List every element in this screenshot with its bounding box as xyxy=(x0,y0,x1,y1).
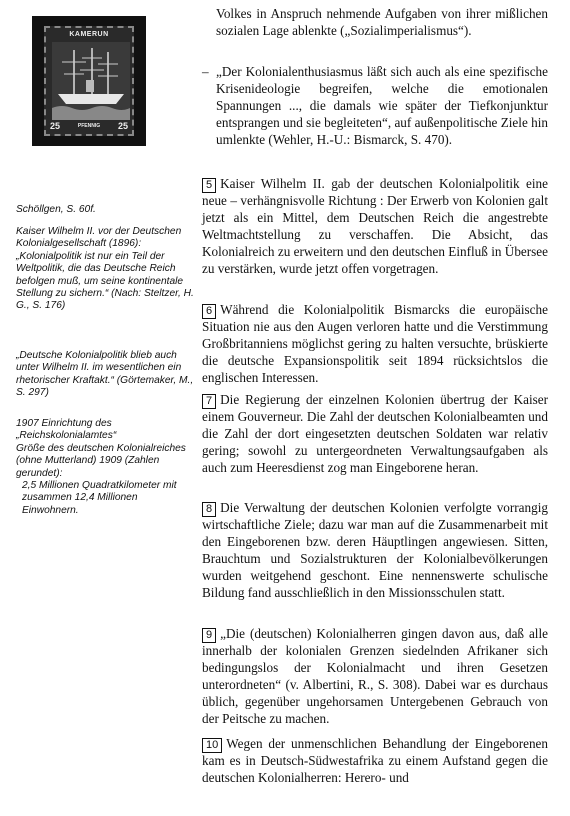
paragraph-text: Die Regierung der einzelnen Kolonien übertrug der Kaiser einem Gouverneur. Die Zahl der deutschen Kolonialbeamten und die Zahl der dort eingesetzten deutschen Soldaten war relativ gering; sowohl zu untergeordneten Verwaltungsaufgaben als auch zum Heeresdienst zog man Eingeborene heran. xyxy=(202,392,548,475)
stamp-frame xyxy=(44,26,134,136)
stamp-value-currency: PFENNIG xyxy=(77,123,101,129)
margin-note-text: „Deutsche Kolonialpolitik blieb auch unter Wilhelm II. im wesentlichen ein rhetorischer Kraftakt.“ (Görtemaker, M., S. 297) xyxy=(16,350,194,399)
dash-bullet: – xyxy=(202,64,209,79)
margin-note-text: 2,5 Millionen Quadratkilometer mit zusammen 12,4 Millionen Einwohnern. xyxy=(22,480,177,516)
margin-note-text: Schöllgen, S. 60f. xyxy=(16,204,96,215)
paragraph-text: Während die Kolonialpolitik Bismarcks die europäische Situation nie aus den Augen verloren hatte und die Verstimmung Großbritanniens möglichst gering zu halten versuchte, brüskierte die deutsche Expansionspolitik seit 1894 rücksichtslos die englischen Interessen. xyxy=(202,302,548,385)
paragraph-6 xyxy=(202,302,548,387)
stamp-value-right: 25 xyxy=(117,121,128,131)
stamp-value-left: 25 xyxy=(50,121,61,131)
dash-list-item xyxy=(202,64,548,149)
margin-note-wilhelm-quote xyxy=(16,226,196,313)
paragraph-10 xyxy=(202,736,548,787)
paragraph-8 xyxy=(202,500,548,602)
margin-note-source xyxy=(16,204,196,216)
paragraph-9 xyxy=(202,626,548,728)
margin-note-reichskolonialamt xyxy=(16,418,196,517)
paragraph-text: Volkes in Anspruch nehmende Aufgaben von ihrer mißlichen sozialen Lage ablenkte („Sozialimperialismus“). xyxy=(216,6,548,38)
paragraph-text: „Der Kolonialenthusiasmus läßt sich auch als eine spezifische Krisenideologie begreifen, welche die emotionalen Spannungen ..., die damals wie später der Tiefkonjunktur entsprangen und sie begleiteten“, auf außenpolitische Ziele hin umlenkte (Wehler, H.-U.: Bismarck, S. 470). xyxy=(216,64,548,147)
ship-icon xyxy=(52,42,130,120)
paragraph-number: 5 xyxy=(202,178,216,193)
paragraph-number: 10 xyxy=(202,738,222,753)
margin-note-goertemaker-quote xyxy=(16,350,196,400)
margin-note-text: Größe des deutschen Kolonialreiches (ohne Mutterland) 1909 (Zahlen gerundet): xyxy=(16,442,186,479)
stamp-country-text: KAMERUN xyxy=(69,31,109,38)
paragraph-7 xyxy=(202,392,548,477)
paragraph-text: Die Verwaltung der deutschen Kolonien verfolgte vorrangig wirtschaftliche Ziele; dazu war man auf die Zusammenarbeit mit den Eingeborenen bzw. deren Häuptlingen angewiesen. Sitten, Brauchtum und Sozialstrukturen der Kolonialbevölkerungen wurden weitgehend geschont. Eine nennenswerte schulische Bildung fand ausschließlich in den Missionsschulen statt. xyxy=(202,500,548,600)
paragraph-text: Wegen der unmenschlichen Behandlung der Eingeborenen kam es in Deutsch-Südwestafrika zu einem Aufstand gegen die deutschen Kolonialherren: Herero- und xyxy=(202,736,548,785)
paragraph-number: 7 xyxy=(202,394,216,409)
paragraph-number: 6 xyxy=(202,304,216,319)
margin-note-text: Kaiser Wilhelm II. vor der Deutschen Kolonialgesellschaft (1896): „Kolonialpolitik ist nur ein Teil der Weltpolitik, die das Deutsche Reich befolgen muß, um seine kontinentale Stellung zu sichern.“ (Nach: Steltzer, H. G., S. 176) xyxy=(16,226,194,312)
intro-paragraph xyxy=(202,6,548,40)
paragraph-number: 8 xyxy=(202,502,216,517)
stamp-value-row xyxy=(46,121,132,131)
margin-note-text: 1907 Einrichtung des „Reichskolonialamtes“ xyxy=(16,418,117,442)
kamerun-stamp-image xyxy=(32,16,146,146)
paragraph-text: „Die (deutschen) Kolonialherren gingen davon aus, daß alle innerhalb der kolonialen Grenzen siedelnden Afrikaner sich bedingungslos der Kolonialmacht und ihren Gesetzen unterordneten“ (v. Albertini, R., S. 308). Dabei war es durchaus üblich, gegenüber ungehorsamen Untergebenen Gebrauch von der Peitsche zu machen. xyxy=(202,626,548,726)
paragraph-5 xyxy=(202,176,548,278)
paragraph-text: Kaiser Wilhelm II. gab der deutschen Kolonialpolitik eine neue – verhängnisvolle Richtung : Der Erwerb von Kolonien galt jetzt als ein Mittel, dem Deutschen Reich die angestrebte Weltmachtstellung zu verschaffen. Die Absicht, das Kolonialreich zu erweitern und den deutschen Einfluß in Übersee zu verstärken, wurde jetzt offen vorgetragen. xyxy=(202,176,548,276)
paragraph-number: 9 xyxy=(202,628,216,643)
